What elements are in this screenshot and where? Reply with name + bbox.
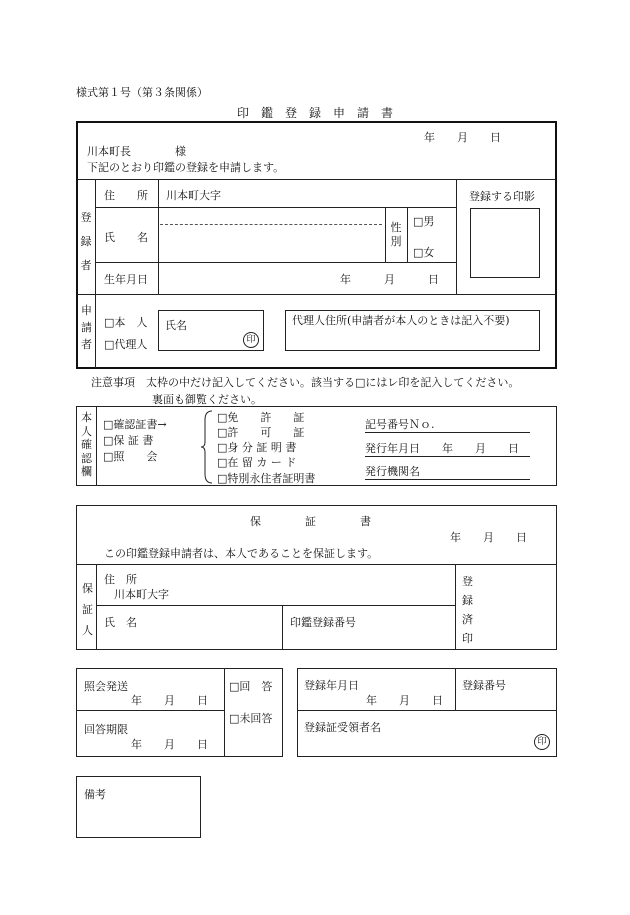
divider (455, 564, 456, 649)
doc-option-special-resident[interactable]: □特別永住者証明書 (217, 472, 316, 485)
divider (224, 668, 225, 756)
doc-option-id-card[interactable]: □身 分 証 明 書 (217, 441, 297, 454)
divider (96, 564, 97, 649)
divider (95, 207, 456, 208)
inquiry-sent-date[interactable]: 年 月 日 (131, 694, 208, 707)
doc-option-residence-card[interactable]: □在 留 カ ー ド (217, 456, 297, 469)
divider (95, 262, 456, 263)
address-field[interactable]: 川本町大字 (166, 189, 221, 202)
doc-option-license[interactable]: □免 許 証 (217, 411, 305, 424)
guarantee-statement: この印鑑登録申請者は、本人であることを保証します。 (104, 547, 379, 560)
guarantor-address-label: 住 所 (104, 573, 137, 586)
identity-option-certificate[interactable]: □確認証書→ (103, 418, 167, 431)
identity-option-guarantee[interactable]: □保 証 書 (103, 434, 154, 447)
gender-label: 性別 (390, 221, 402, 248)
notes-line-2: 裏面も御覧ください。 (152, 393, 262, 406)
registrant-label-text: 登録者 (80, 211, 92, 272)
address-label: 住 所 (104, 189, 148, 202)
certificate-receiver-label: 登録証受領者名 (304, 721, 381, 734)
symbol-number-field[interactable]: 記号番号Ｎｏ. (365, 416, 530, 433)
applicant-name-label: 氏名 (165, 319, 187, 332)
agent-address-label: 代理人住所(申請者が本人のときは記入不要) (292, 314, 510, 327)
guarantee-date[interactable]: 年 月 日 (450, 531, 527, 544)
guarantor-name-label: 氏 名 (104, 616, 137, 629)
addressee: 川本町長 様 (87, 145, 186, 158)
birth-date-field[interactable]: 年 月 日 (340, 273, 439, 286)
divider (96, 605, 455, 606)
registrant-section-label (79, 206, 93, 278)
divider (385, 207, 386, 262)
divider (282, 605, 283, 649)
guarantor-section-label: 保証人 (82, 582, 93, 637)
registration-number-label: 登録番号 (462, 679, 506, 692)
page-title: 印 鑑 登 録 申 請 書 (237, 106, 394, 120)
application-date[interactable]: 年 月 日 (424, 131, 501, 144)
applicant-self-checkbox[interactable]: □本 人 (104, 316, 148, 329)
answer-deadline-date[interactable]: 年 月 日 (131, 738, 208, 751)
divider (455, 668, 456, 710)
brace-icon (200, 410, 214, 484)
name-furigana-line (160, 224, 382, 225)
answer-deadline-label: 回答期限 (84, 723, 128, 736)
seal-mark-icon: 印 (243, 332, 259, 348)
guarantee-title: 保 証 書 (250, 515, 371, 528)
unanswered-checkbox[interactable]: □未回答 (229, 712, 273, 725)
divider (77, 294, 556, 295)
divider (77, 710, 224, 711)
divider (77, 564, 556, 565)
name-field[interactable] (160, 226, 382, 260)
answered-checkbox[interactable]: □回 答 (229, 680, 273, 693)
divider (456, 179, 457, 294)
divider (77, 179, 556, 180)
issuer-field[interactable]: 発行機関名 (365, 463, 530, 480)
gender-male-checkbox[interactable]: □男 (413, 215, 435, 228)
birth-date-label: 生年月日 (104, 273, 148, 286)
seal-image-box[interactable] (470, 208, 540, 278)
guarantor-address-field[interactable]: 川本町大字 (114, 588, 169, 601)
receiver-seal-icon: 印 (534, 734, 550, 750)
request-text: 下記のとおり印鑑の登録を申請します。 (87, 161, 285, 174)
doc-option-permit[interactable]: □許 可 証 (217, 426, 305, 439)
inquiry-sent-label: 照会発送 (84, 680, 128, 693)
divider (298, 710, 556, 711)
form-number: 様式第１号（第３条関係） (76, 86, 208, 99)
divider (407, 207, 408, 262)
notes-line-1: 注意事項 太枠の中だけ記入してください。該当する□にはレ印を記入してください。 (91, 376, 520, 389)
gender-female-checkbox[interactable]: □女 (413, 246, 435, 259)
seal-reg-number-label: 印鑑登録番号 (290, 616, 356, 629)
registered-seal-label: 登録済印 (462, 575, 473, 645)
registration-date-label: 登録年月日 (304, 679, 359, 692)
identity-option-inquiry[interactable]: □照 会 (103, 450, 158, 463)
applicant-agent-checkbox[interactable]: □代理人 (104, 338, 148, 351)
remarks-label: 備考 (84, 788, 106, 801)
identity-section-label: 本人確認欄 (81, 411, 92, 478)
divider (158, 179, 159, 294)
registration-date-field[interactable]: 年 月 日 (366, 694, 443, 707)
issue-date-field[interactable]: 発行年月日 年 月 日 (365, 440, 530, 457)
applicant-section-label: 申請者 (81, 304, 92, 351)
seal-image-label: 登録する印影 (469, 190, 535, 203)
name-label: 氏 名 (104, 231, 148, 244)
divider (96, 406, 97, 486)
